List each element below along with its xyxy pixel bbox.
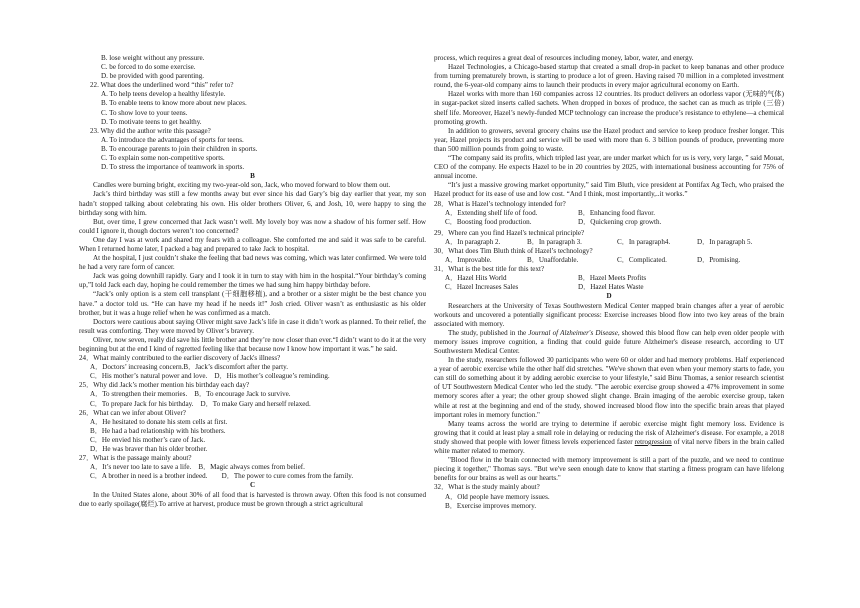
passage-paragraph: Jack was going downhill rapidly. Gary and I took it in turn to stay with him in the hospital.“Your birthday’s coming up,”I told Jack each day, hoping he could remember the times we had sung him happy birthday before. xyxy=(79,272,426,290)
question-line: B．He had a bad relationship with his brothers. xyxy=(90,426,226,435)
passage-paragraph: Candles were burning bright, exciting my two-year-old son, Jack, who moved forward to blow them out. xyxy=(93,181,391,190)
question-29: 29．Where can you find Hazel's technical principle? xyxy=(434,228,585,237)
question-32: 32．What is the study mainly about? xyxy=(434,483,540,492)
question-line: C．He envied his mother’s care of Jack. xyxy=(90,435,206,444)
option-30c[interactable]: C．Complicated. xyxy=(617,256,667,265)
left-column xyxy=(79,54,426,509)
text-run: of vital nerve fibers in the brain called white matter related to memory. xyxy=(434,437,784,456)
question-line: B. To enable teens to know more about new places. xyxy=(101,99,247,108)
question-31-options-row1 xyxy=(434,274,784,283)
passage-paragraph: Jack’s third birthday was still a few months away but ever since his dad Gary’s big day earlier that year, my son hadn’t stopped talking about celebrating his own. His older brothers Oliver, 6, and Josh, 10, were happy to sing the birthday song with him. xyxy=(79,190,426,217)
passage-paragraph: In addition to growers, several grocery chains use the Hazel product and service to keep produce fresher longer. This year, Hazel projects its product and service will be used with more than 6. 3 billion pounds of produce, preventing more than 500 million pounds from going to waste. xyxy=(434,126,784,153)
passage-line: process, which requires a great deal of resources including money, labor, water, and energy. xyxy=(434,54,694,62)
option-32a[interactable]: A．Old people have memory issues. xyxy=(445,492,550,501)
question-line: D. To stress the importance of teamwork in sports. xyxy=(101,163,245,172)
question-line: A. To help teens develop a healthy lifestyle. xyxy=(101,90,226,99)
option-30a[interactable]: A．Improvable. xyxy=(445,256,492,265)
option-28a[interactable]: A．Extending shelf life of food. xyxy=(445,208,538,217)
passage-paragraph: Oliver, now seven, really did save his little brother and they’re now closer than ever.“I didn’t want to do it at the very beginning but at the end I kind of regretted feeling like that because now I know how important it was.” he said. xyxy=(79,335,426,353)
passage-paragraph: Hazel Technologies, a Chicago-based startup that created a small drop-in packet to keep bananas and other produce from turning prematurely brown, is starting to produce a lot of green. Having raised 70 million in a completed investment round, the 6-year-old company aims to launch their products in every major agricultural economy on Earth. xyxy=(434,63,784,90)
question-28-options-row2 xyxy=(434,218,784,227)
passage-paragraph: But, over time, I grew concerned that Jack wasn’t well. My lovely boy was now a shadow of his former self. How could I ignore it, though doctors weren’t too concerned? xyxy=(79,217,426,235)
option-31b[interactable]: B．Hazel Meets Profits xyxy=(578,274,647,283)
option-28d[interactable]: D．Quickening crop growth. xyxy=(578,217,662,226)
question-line: 24．What mainly contributed to the earlier discovery of Jack's illness? xyxy=(79,354,281,363)
question-line: D．He was braver than his older brother. xyxy=(90,445,208,454)
section-heading: C xyxy=(249,481,256,490)
question-31-options-row2 xyxy=(434,283,784,292)
question-line: D. be provided with good parenting. xyxy=(101,72,205,81)
text-run: showed this blood flow can help even older people with memory issues improve cognition, a finding that could guide future Alzheimer's disease research, according to UT Southwestern Medical Center. xyxy=(434,328,784,355)
passage-d-paragraph: In the study, researchers followed 30 participants who were 60 or older and had memory problems. Half experienced a year of aerobic exercise while the other half did stretches. "We've shown that even when your memory starts to fade, you can still do something about it by adding aerobic exercise to your lifestyle," said Binu Thomas, a senior research scientist of UT Southwestern Medical Center who led the study. "The aerobic exercise group showed a 47% improvement in some memory scores after a year; the other group showed slight change. Brain imaging of the aerobic exercise group, taken while at rest at the beginning and end of the study, showed increased blood flow into the specific brain areas that played important roles in memory function." xyxy=(434,356,784,419)
section-heading-d: D xyxy=(606,292,612,301)
question-28-options-row1 xyxy=(434,209,784,218)
text-run: Many teams across the world are trying to determine if aerobic exercise might fight memory loss. Evidence is growing that it could at least play a small role in delaying or reducing the risk of Alzheimer's disease. For example, a 2018 study showed that people with lower fitness levels experienced faster xyxy=(434,419,784,446)
passage-d-paragraph: Researchers at the University of Texas Southwestern Medical Center mapped brain changes after a year of aerobic workouts and uncovered a potentially significant process: Exercise increases blood flow into two key areas of the brain associated with memory. xyxy=(434,301,784,328)
question-line: C．To prepare Jack for his birthday. D．To make Gary and herself relaxed. xyxy=(90,399,311,408)
option-31c[interactable]: C．Hazel Increases Sales xyxy=(445,283,519,292)
question-30: 30．What does Tim Bluth think of Hazel’s technology? xyxy=(434,246,593,255)
question-line: 27．What is the passage mainly about? xyxy=(79,454,192,463)
question-line: C. be forced to do some exercise. xyxy=(101,63,196,72)
option-31d[interactable]: D．Hazel Hates Waste xyxy=(578,283,644,292)
underlined-word: retrogression xyxy=(634,437,672,446)
passage-paragraph: “The company said its profits, which tripled last year, are under market which for us is very, very large, ” said Mouat, CEO of the company. He expects Hazel to be in 20 countries by 2025, with international business accounting for 75% of annual income. xyxy=(434,154,784,181)
passage-d-paragraph xyxy=(434,329,784,356)
question-line: B. To encourage parents to join their children in sports. xyxy=(101,144,258,153)
passage-paragraph: Doctors were cautious about saying Oliver might save Jack’s life in case it didn’t work as planned. To their relief, the result was comforting. They were moved by Oliver’s bravery. xyxy=(79,317,426,335)
question-28: 28．What is Hazel’s technology intended for? xyxy=(434,199,566,208)
question-line: 26．What can we infer about Oliver? xyxy=(79,408,186,417)
text-run: The study, published in the xyxy=(448,328,529,337)
option-29c[interactable]: C．In paragraph4. xyxy=(617,237,671,246)
passage-d-paragraph: "Blood flow in the brain connected with memory improvement is still a part of the puzzle, and we need to continue piecing it together," Thomas says. "But we've seen enough date to know that starting a fitness program can have lifelong benefits for our brains as well as our hearts." xyxy=(434,456,784,483)
option-28b[interactable]: B．Enhancing food flavor. xyxy=(578,208,656,217)
passage-paragraph: “Jack’s only option is a stem cell transplant (干细胞移植), and a brother or a sister might be the best chance you have.” a doctor told us. “He can have my head if he needs it!” Josh cried. Oliver wasn’t as enthusiastic as his older brother, but it was a huge relief when he was confirmed as a match. xyxy=(79,290,426,317)
option-28c[interactable]: C．Boosting food production. xyxy=(445,217,532,226)
section-heading: B xyxy=(250,172,255,181)
question-line: A. To introduce the advantages of sports for teens. xyxy=(101,135,244,144)
question-line: B. lose weight without any pressure. xyxy=(101,54,205,62)
option-29d[interactable]: D．In paragraph 5. xyxy=(697,237,753,246)
question-line: C. To explain some non-competitive sports. xyxy=(101,154,225,163)
question-line: C．A brother in need is a brother indeed. D．The power to cure comes from the family. xyxy=(90,472,354,481)
question-line: 25．Why did Jack’s mother mention his birthday each day? xyxy=(79,381,250,390)
question-line: C．His mother’s natural power and love. D．His mother’s colleague’s reminding. xyxy=(90,372,330,381)
passage-paragraph: Hazel works with more than 160 companies across 12 countries. Its product delivers an odorless vapor (无味的气体) in sugar-packet sized inserts called sachets. When dropped in boxes of produce, the sachet can as much as triple (三倍) shelf life. Moreover, Hazel’s newly-funded MCP technology can increase the produce’s resistance to ethylene—a chemical promoting growth. xyxy=(434,90,784,126)
question-line: A．He hesitated to donate his stem cells at first. xyxy=(90,417,228,426)
passage-paragraph: One day I was at work and shared my fears with a colleague. She comforted me and said it was safe to be careful. When I returned home later, I packed a bag and prepared to take Jack to hospital. xyxy=(79,235,426,253)
question-line: 23. Why did the author write this passage? xyxy=(90,126,211,135)
option-31a[interactable]: A．Hazel Hits World xyxy=(445,274,507,283)
question-31: 31．What is the best title for this text? xyxy=(434,265,545,274)
question-line: C. To show love to your teens. xyxy=(101,108,188,117)
passage-paragraph: In the United States alone, about 30% of all food that is harvested is thrown away. Often this food is not consumed due to early spoilage(腐烂).To arrive at harvest, produce must be grown through a strict agricultural xyxy=(79,490,426,508)
question-line: A．It’s never too late to save a life. B．Magic always comes from belief. xyxy=(90,463,305,472)
question-line: A．Doctors’ increasing concern.B．Jack’s discomfort after the party. xyxy=(90,363,288,372)
option-29b[interactable]: B．In paragraph 3. xyxy=(527,237,582,246)
question-line: A．To strengthen their memories. B．To encourage Jack to survive. xyxy=(90,390,291,399)
question-30-options xyxy=(434,256,784,265)
journal-title: Journal of Alzheimer's Disease, xyxy=(528,328,620,337)
question-line: D. To motivate teens to get healthy. xyxy=(101,117,202,126)
right-column xyxy=(434,54,784,511)
option-30b[interactable]: B．Unaffordable. xyxy=(527,256,579,265)
option-29a[interactable]: A．In paragraph 2. xyxy=(445,237,501,246)
option-30d[interactable]: D．Promising. xyxy=(697,256,741,265)
question-29-options xyxy=(434,238,784,247)
option-32b[interactable]: B．Exercise improves memory. xyxy=(445,501,537,510)
passage-d-paragraph xyxy=(434,420,784,456)
passage-paragraph: At the hospital, I just couldn’t shake the feeling that bad news was coming, which was later confirmed. We were told he had a very rare form of cancer. xyxy=(79,254,426,272)
passage-paragraph: “It’s just a massive growing market opportunity,” said Tim Bluth, vice president at Pontifax Ag Tech, who praised the Hazel product for its ease of use and low cost. “And I think, most importantly,..it works.” xyxy=(434,181,784,199)
question-line: 22. What does the underlined word “this” refer to? xyxy=(90,81,234,90)
